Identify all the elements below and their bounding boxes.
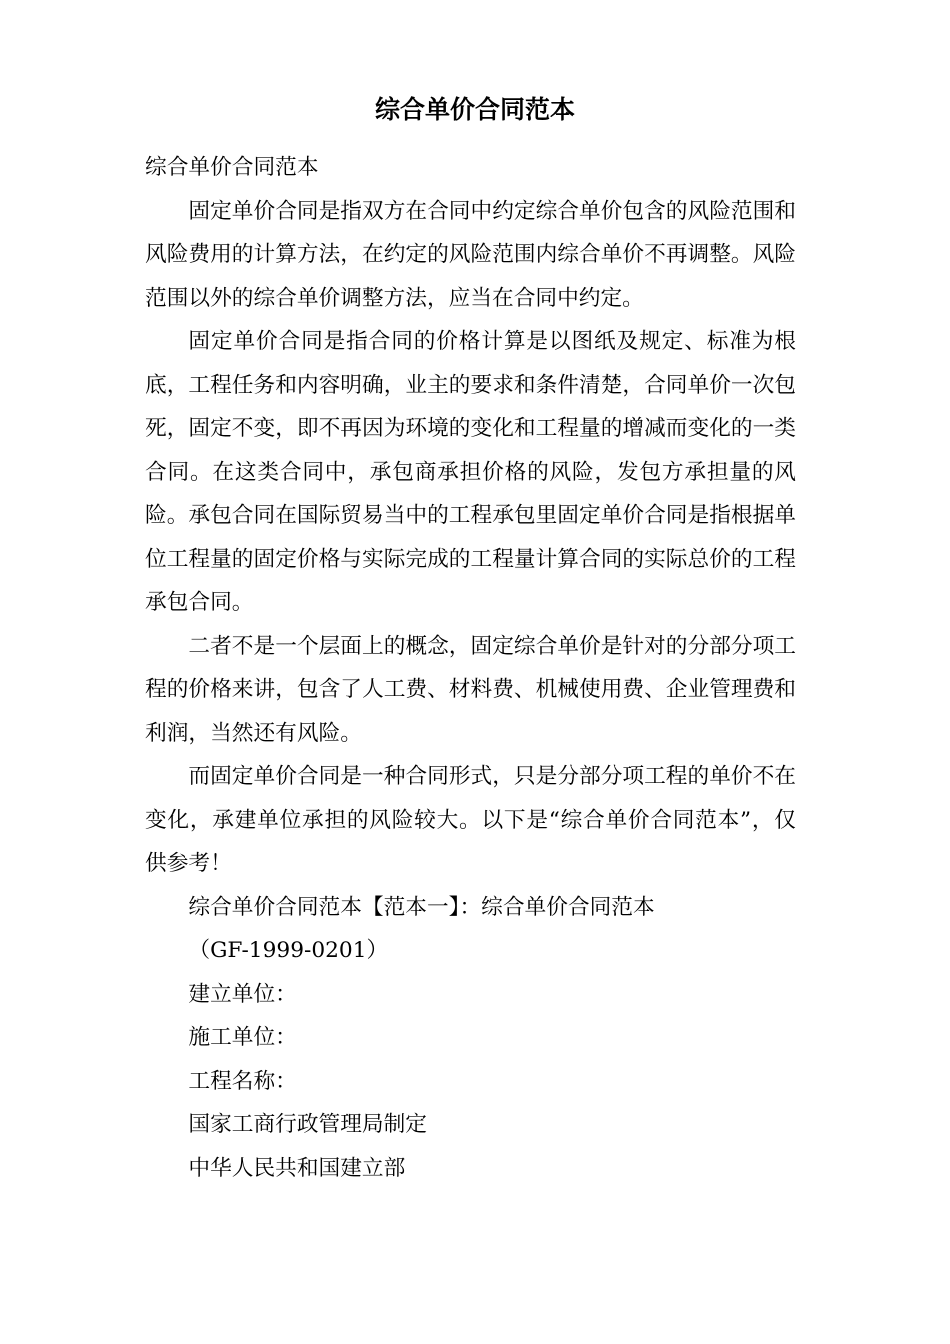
document-body bbox=[145, 146, 796, 1190]
issuer-line-2: 中华人民共和国建立部 bbox=[188, 1155, 406, 1181]
paragraph-explanation: 固定单价合同是指合同的价格计算是以图纸及规定、标准为根底，工程任务和内容明确，业主的要求和条件清楚，合同单价一次包死，固定不变，即不再因为环境的变化和工程量的增减而变化的一类合同。在这类合同中，承包商承担价格的风险，发包方承担量的风险。承包合同在国际贸易当中的工程承包里固定单价合同是指根据单位工程量的固定价格与实际完成的工程量计算合同的实际总价的工程承包合同。 bbox=[145, 329, 796, 615]
template-heading: 综合单价合同范本【范本一】：综合单价合同范本 bbox=[188, 894, 655, 920]
issuer-line-1: 国家工商行政管理局制定 bbox=[188, 1112, 427, 1137]
paragraph-concept: 二者不是一个层面上的概念，固定综合单价是针对的分部分项工程的价格来讲，包含了人工费、材料费、机械使用费、企业管理费和利润，当然还有风险。 bbox=[145, 633, 796, 746]
paragraph-intro: 而固定单价合同是一种合同形式，只是分部分项工程的单价不在变化，承建单位承担的风险较大。以下是“综合单价合同范本”，仅供参考！ bbox=[145, 764, 796, 876]
document-subtitle: 综合单价合同范本 bbox=[145, 155, 319, 180]
field-construction-unit: 建立单位： bbox=[188, 981, 297, 1007]
template-code: （GF-1999-0201） bbox=[188, 938, 389, 963]
document-title: 综合单价合同范本 bbox=[374, 95, 575, 124]
field-project-name: 工程名称： bbox=[188, 1068, 297, 1094]
field-contractor-unit: 施工单位： bbox=[188, 1025, 297, 1050]
paragraph-definition: 固定单价合同是指双方在合同中约定综合单价包含的风险范围和风险费用的计算方法，在约定的风险范围内综合单价不再调整。风险范围以外的综合单价调整方法，应当在合同中约定。 bbox=[145, 198, 796, 311]
